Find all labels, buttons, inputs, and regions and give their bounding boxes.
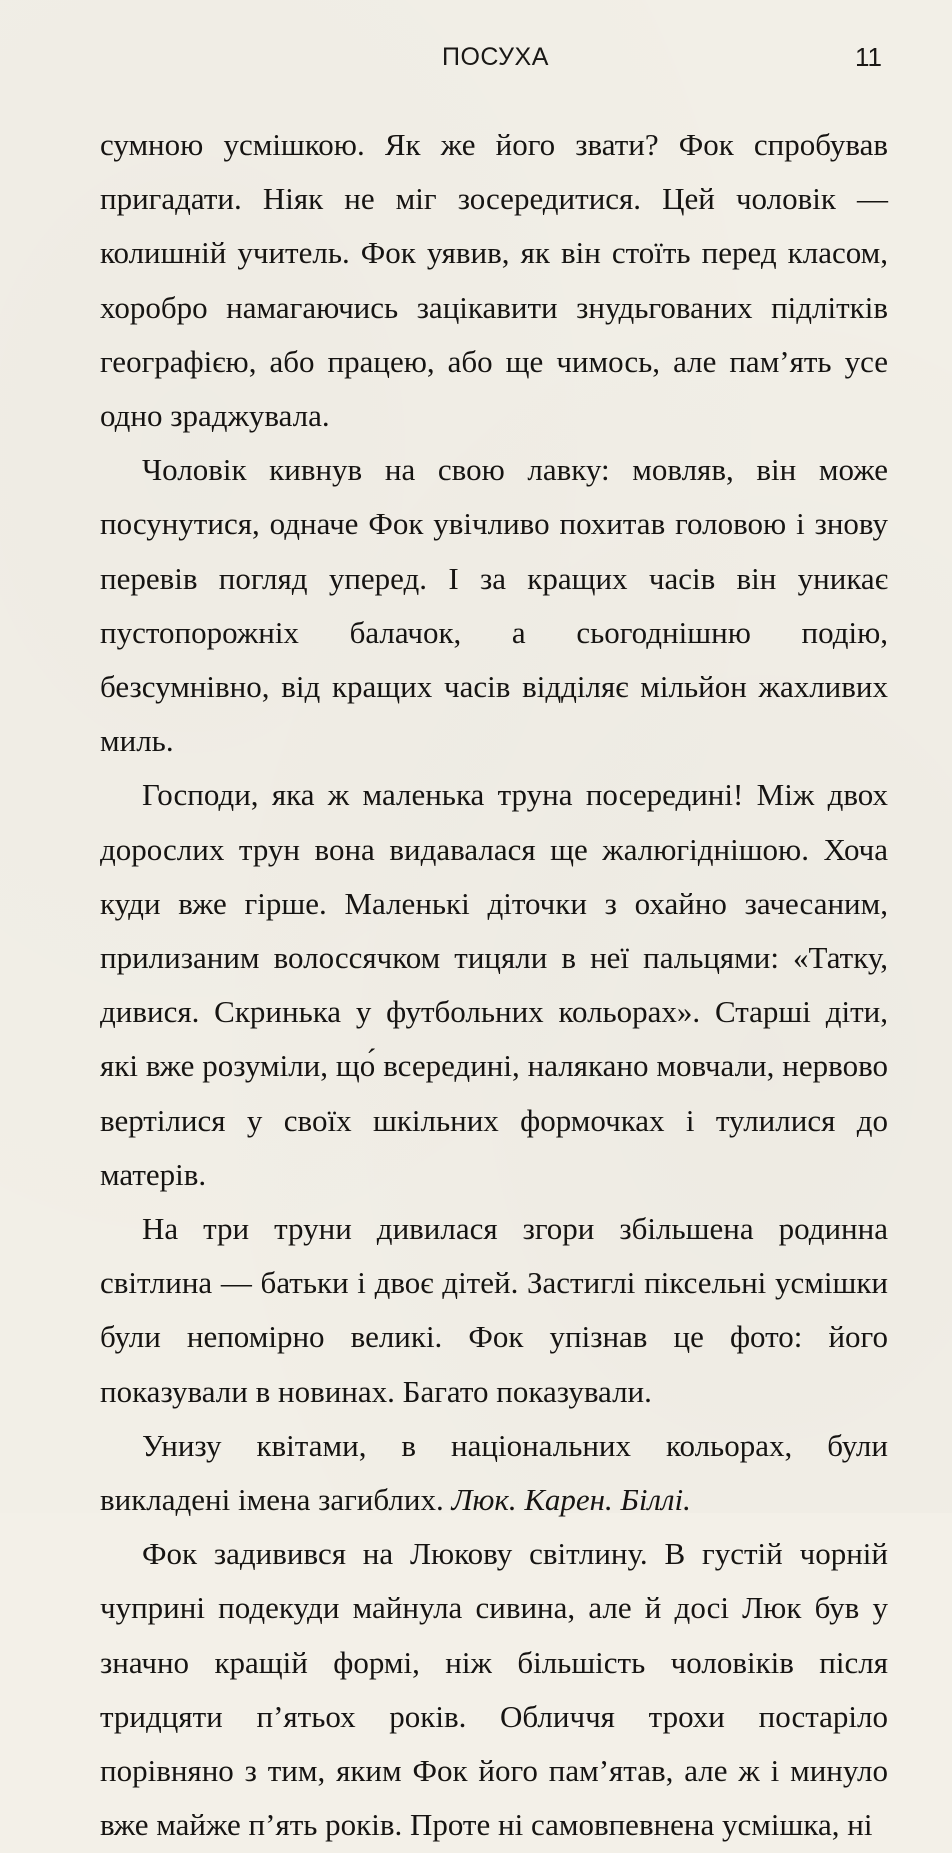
paragraph: Чоловік кивнув на свою лавку: мовляв, він може посунутися, одначе Фок увічливо похитав головою і знову перевів погляд уперед. І за кращих часів він уникає пустопорожніх балачок, а сьогоднішню подію, безсумнівно, від кращих часів відділяє мільйон жахливих миль. (100, 452, 888, 759)
page-number: 11 (855, 42, 882, 72)
paragraph: Фок задивився на Люкову світлину. В густій чорній чуприні подекуди майнула сивина, але й досі Люк був у значно кращій формі, ніж більшість чоловіків після тридцяти п’ятьох років. Обличчя трохи постаріло порівняно з тим, яким Фок його пам’ятав, але ж і минуло вже майже п’ять років. Проте ні самовпевнена усмішка, ні (100, 1536, 888, 1843)
victim-names: Люк. Карен. Біллі. (451, 1482, 691, 1518)
paragraph-with-names (100, 1419, 888, 1527)
paragraph: Господи, яка ж маленька труна посередині! Між двох дорослих трун вона видавалася ще жалюгіднішою. Хоча куди вже гірше. Маленькі діточки з охайно зачесаним, прилизаним волоссячком тицяли в неї пальцями: «Татку, дивися. Скринька у футбольних кольорах». Старші діти, які вже розуміли, що́ всередині, налякано мовчали, нервово вертілися у своїх шкільних формочках і тулилися до матерів. (100, 777, 888, 1192)
paragraph-text: Унизу квітами, в національних кольорах, були викладені імена загиблих. (100, 1427, 888, 1518)
paragraph-continued: сумною усмішкою. Як же його звати? Фок спробував пригадати. Ніяк не міг зосередитися. Цей чоловік — колишній учитель. Фок уявив, як він стоїть перед класом, хоробро намагаючись зацікавити знудьгованих підлітків географією, або працею, або ще чимось, але пам’ять усе одно зраджувала. (100, 127, 888, 434)
body-text (100, 118, 888, 1853)
running-head-title: ПОСУХА (442, 43, 549, 71)
paragraph: На три труни дивилася згори збільшена родинна світлина — батьки і двоє дітей. Застиглі піксельні усмішки були непомірно великі. Фок упізнав це фото: його показували в новинах. Багато показували. (100, 1211, 888, 1409)
